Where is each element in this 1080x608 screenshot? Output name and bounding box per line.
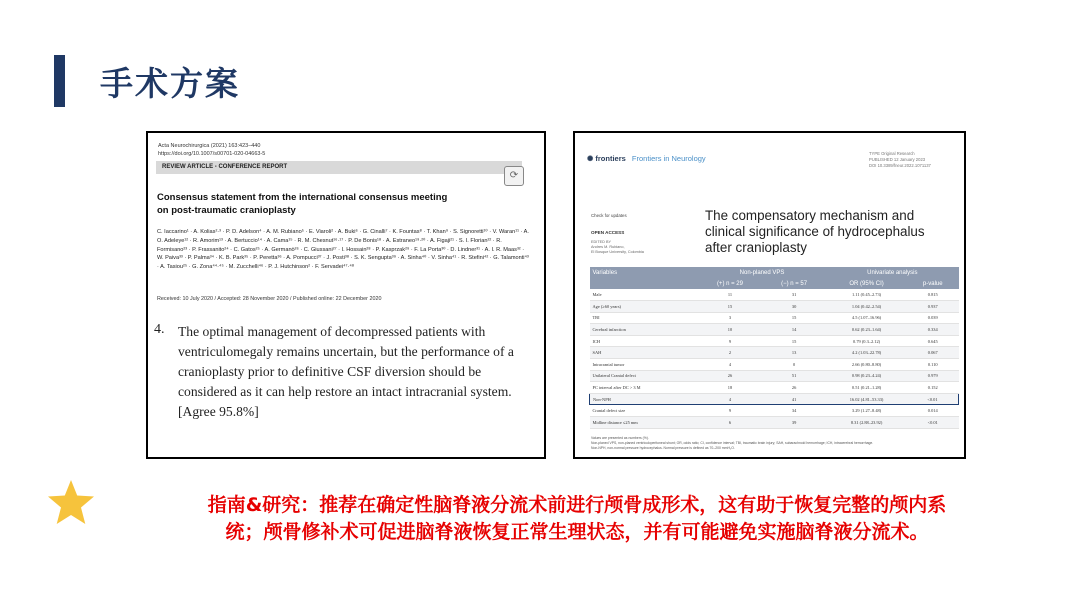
edited-label: EDITED BY [591,240,612,244]
paper-headline: The compensatory mechanism and clinical significance of hydrocephalus after cranioplasty [705,208,925,255]
cell-var: ICH [590,335,698,347]
cell-minus: 34 [762,405,826,417]
cell-or: 1.11 (0.45–2.73) [826,289,907,301]
cell-p: 0.815 [907,289,959,301]
paper-journal-info [158,142,265,158]
cell-p: 0.937 [907,301,959,313]
cell-var: SAH [590,347,698,359]
table-body [590,289,959,428]
cell-var: Unilateral Cranial defect [590,370,698,382]
table-row [590,359,959,371]
table-row [590,312,959,324]
paper-dates: Received: 10 July 2020 / Accepted: 28 November 2020 / Published online: 22 December 2020 [157,296,382,302]
th-or: OR (95% CI) [826,278,907,289]
cell-or: 0.98 (0.23–4.24) [826,370,907,382]
cell-or: 0.51 (0.21–1.28) [826,382,907,394]
cell-p: 0.014 [907,405,959,417]
cell-or: 0.79 (0.3–2.12) [826,335,907,347]
cell-minus: 0 [762,359,826,371]
article-type-band [156,161,522,174]
th-blank [590,278,698,289]
page-title: 手术方案 [100,64,240,103]
cell-var: Male [590,289,698,301]
cell-minus: 13 [762,347,826,359]
cell-p: <0.01 [907,393,959,405]
cell-p: 0.152 [907,382,959,394]
cell-p: 0.645 [907,335,959,347]
cell-or: 1.04 (0.42–2.54) [826,301,907,313]
table-note-1: Values are presented as numbers (%). [591,436,649,440]
quote-item-number: 4. [154,322,165,337]
frontiers-paper-image [573,131,966,459]
article-meta [869,151,931,169]
cell-or: 4.2 (1.03–22.78) [826,347,907,359]
cell-or: 16.02 (4.81–53.33) [826,393,907,405]
meta-published: PUBLISHED 12 January 2023 [869,157,926,162]
cell-minus: 31 [762,289,826,301]
cell-var: Midline distance ≤25 mm [590,417,698,429]
frontiers-journal: Frontiers in Neurology [631,154,706,163]
check-for-updates-icon: ⟳ [504,166,524,186]
table-row [590,393,959,405]
table-row [590,417,959,429]
guideline-note-line-2: 统；颅骨修补术可促进脑脊液恢复正常生理状态，并有可能避免实施脑脊液分流术。 [225,521,929,543]
cell-minus: 30 [762,301,826,313]
check-for-updates-label: Check for updates [591,213,627,218]
consensus-paper-image [146,131,546,459]
frontiers-logo [587,154,706,163]
table-row [590,370,959,382]
cell-p: 0.979 [907,370,959,382]
open-access-label: OPEN ACCESS [591,230,625,235]
table-row [590,289,959,301]
cell-or: 8.31 (2.88–23.92) [826,417,907,429]
cell-plus: 11 [698,289,762,301]
guideline-note [117,492,1037,546]
cell-p: 0.067 [907,347,959,359]
table-note-2: Non-planed VPS, non-planed ventriculoperitoneal shunt; OR, odds ratio; CI, confidence interval; TBI, traumatic brain injury; SAH, subarachnoid hemorrhage; ICH, intracerebral hemorrhage. [591,441,874,445]
cell-plus: 4 [698,393,762,405]
table-row [590,382,959,394]
cell-minus: 51 [762,370,826,382]
journal-citation: Acta Neurochirurgica (2021) 163:423–440 [158,143,261,149]
table-row [590,301,959,313]
cell-var: Cerebral infarction [590,324,698,336]
cell-var: Age (≥60 years) [590,301,698,313]
cell-plus: 2 [698,347,762,359]
cell-minus: 41 [762,393,826,405]
cell-p: <0.01 [907,417,959,429]
cell-minus: 15 [762,335,826,347]
cell-plus: 9 [698,335,762,347]
frontiers-brand: frontiers [595,154,626,163]
paper-heading: Consensus statement from the international consensus meeting on post-traumatic cranioplasty [157,192,448,216]
journal-doi: https://doi.org/10.1007/s00701-020-04663-5 [158,151,266,157]
cell-var: PC interval after DC > 3 M [590,382,698,394]
cell-var: Cranial defect size [590,405,698,417]
table-row [590,405,959,417]
guideline-note-line-1: 指南&研究：推荐在确定性脑脊液分流术前进行颅骨成形术，这有助于恢复完整的颅内系 [207,494,947,516]
cell-var: Intracranial tumor [590,359,698,371]
cell-minus: 15 [762,312,826,324]
cell-p: 0.334 [907,324,959,336]
th-minus: (−) n = 57 [762,278,826,289]
cell-plus: 4 [698,359,762,371]
table-notes [591,436,956,451]
cell-p: 0.110 [907,359,959,371]
frontiers-logo-icon: ✺ [587,154,594,163]
cell-var: TBI [590,312,698,324]
paper-authors: C. Iaccarino¹ · A. Kolias²·³ · P. D. Adelson⁴ · A. M. Rubiano⁵ · E. Viaroli² · A. Buki⁶ · G. Cinalli⁷ · K. Fountas⁸ · T. Khan⁹ · S. Signoretti¹⁰ · V. Waran¹¹ · A. O. Adeleye¹² · R. Amorim¹³ · A. Bertuccio¹⁴ · A. Cama¹⁵ · R. M. Chesnut¹⁶·¹⁷ · P. De Bonis¹⁸ · A. Estraneo¹⁹·²⁰ · A. Figaji²¹ · S. I. Florian²² · R. Formisano²³ · P. Frassanito²⁴ · C. Gatos²⁵ · A. Germanò²⁶ · C. Giussani²⁷ · I. Hossain²⁸ · P. Kasprzak²⁹ · F. La Porta³⁰ · D. Lindner³¹ · A. I. R. Maas³² · W. Paiva³³ · P. Palma³⁴ · K. B. Park³⁵ · P. Peretta³⁶ · A. Pompucci³⁷ · J. Posti³⁸ · S. K. Sengupta³⁹ · A. Sinha⁴⁰ · V. Sinha⁴¹ · R. Stefini⁴² · G. Talamonti⁴³ · A. Tasiou²⁵ · G. Zona⁴⁴·⁴⁵ · M. Zucchelli⁴⁶ · P. J. Hutchinson² · F. Servadei⁴⁷·⁴⁸ [157,229,529,271]
th-variables: Variables [590,267,698,278]
title-accent-bar [54,55,65,107]
cell-plus: 15 [698,301,762,313]
article-type-label: REVIEW ARTICLE - CONFERENCE REPORT [162,164,288,170]
star-icon [46,478,96,528]
table-row [590,347,959,359]
th-p: p-value [907,278,959,289]
th-non-planed-vps: Non-planed VPS [698,267,826,278]
cell-p: 0.039 [907,312,959,324]
cell-plus: 3 [698,312,762,324]
cell-minus: 14 [762,324,826,336]
cell-plus: 6 [698,417,762,429]
edited-by [591,240,644,255]
th-univariate: Univariate analysis [826,267,958,278]
edited-affiliation: El Bosque University, Colombia [591,250,644,254]
cell-or: 3.29 (1.27–8.48) [826,405,907,417]
cell-plus: 10 [698,324,762,336]
cell-or: 2.66 (0.80–8.80) [826,359,907,371]
consensus-quote: The optimal management of decompressed patients with ventriculomegaly remains uncertain, but the performance of a cranioplasty prior to definitive CSF diversion should be considered as it can help restore an intact intracranial system. [Agree 95.8%] [178,324,514,419]
table-row [590,335,959,347]
th-plus: (+) n = 29 [698,278,762,289]
cell-var: Non-NPH [590,393,698,405]
cell-plus: 18 [698,382,762,394]
cell-minus: 26 [762,382,826,394]
univariate-table [589,267,959,429]
cell-or: 4.5 (1.07–16.96) [826,312,907,324]
meta-doi: DOI 10.3389/fneur.2022.1071137 [869,163,931,168]
cell-minus: 39 [762,417,826,429]
table-note-3: Non-NPH, non-normal pressure hydrocephalus. Normal pressure is defined as 70–200 mmH₂O. [591,446,735,450]
cell-or: 0.62 (0.23–1.64) [826,324,907,336]
cell-plus: 26 [698,370,762,382]
edited-name: Andres M. Rubiano, [591,245,625,249]
cell-plus: 9 [698,405,762,417]
meta-type: TYPE Original Research [869,151,915,156]
table-row [590,324,959,336]
